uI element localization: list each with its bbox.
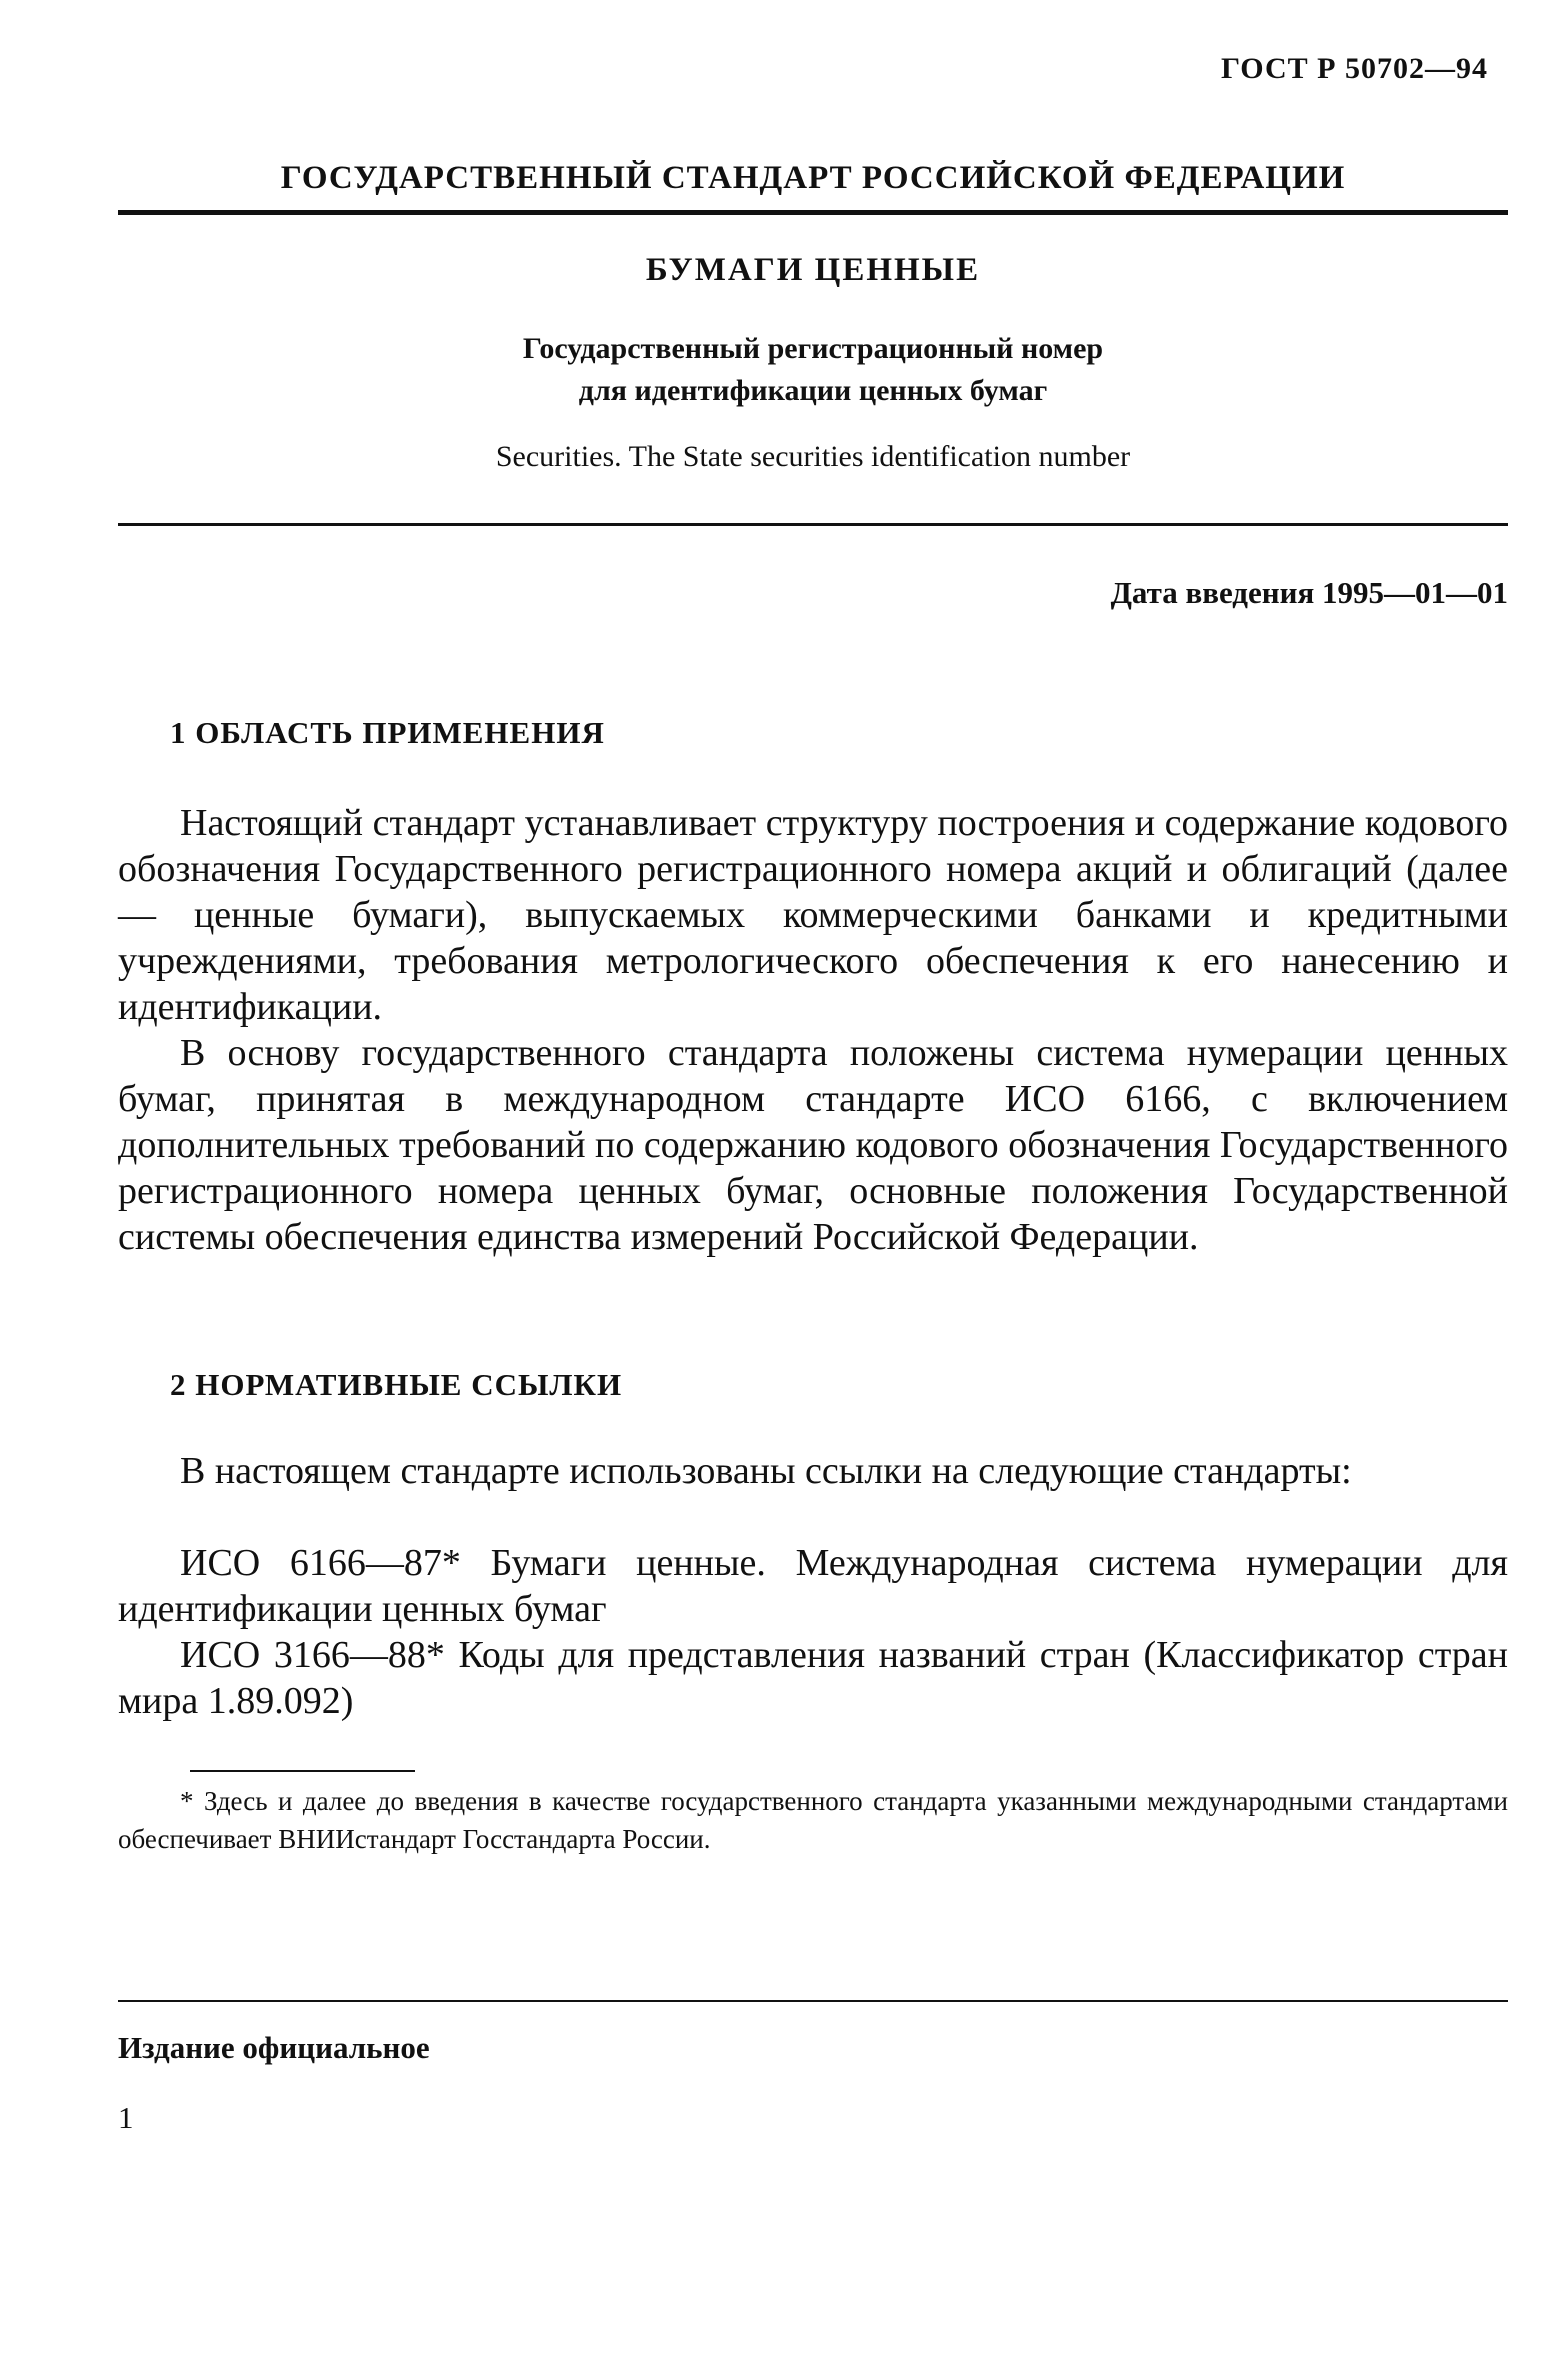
title-divider	[118, 523, 1508, 526]
section-1-heading: 1 ОБЛАСТЬ ПРИМЕНЕНИЯ	[170, 715, 605, 750]
header-divider	[118, 210, 1508, 215]
document-title: БУМАГИ ЦЕННЫЕ	[645, 252, 981, 288]
section-1-paragraph-1: Настоящий стандарт устанавливает структуру построения и содержание кодового обозначения Государственного регистрационного номера акций и облигаций (далее — ценные бумаги), выпускаемых коммерческими банками и кредитными учреждениями, требования метрологического обеспечения к его нанесению и идентификации.	[118, 802, 1508, 1028]
footer-divider	[118, 2000, 1508, 2002]
section-2-paragraph-1: В настоящем стандарте использованы ссылки на следующие стандарты:	[180, 1450, 1352, 1492]
state-standard-title: ГОСУДАРСТВЕННЫЙ СТАНДАРТ РОССИЙСКОЙ ФЕДЕРАЦИИ	[280, 160, 1346, 196]
footnote: * Здесь и далее до введения в качестве государственного стандарта указанными международными стандартами обеспечивает ВНИИстандарт Госстандарта России.	[118, 1786, 1508, 1854]
reference-iso-6166: ИСО 6166—87* Бумаги ценные. Международная система нумерации для идентификации ценных бумаг	[118, 1542, 1508, 1630]
section-1-paragraph-2: В основу государственного стандарта положены система нумерации ценных бумаг, принятая в международном стандарте ИСО 6166, с включением дополнительных требований по содержанию кодового обозначения Государственного регистрационного номера ценных бумаг, основные положения Государственной системы обеспечения единства измерений Российской Федерации.	[118, 1032, 1508, 1258]
document-subtitle	[118, 328, 1508, 412]
footnote-divider	[190, 1770, 415, 1772]
section-2-heading: 2 НОРМАТИВНЫЕ ССЫЛКИ	[170, 1367, 623, 1402]
reference-iso-3166: ИСО 3166—88* Коды для представления названий стран (Классификатор стран мира 1.89.092)	[118, 1634, 1508, 1722]
subtitle-line-2: для идентификации ценных бумаг	[578, 374, 1048, 407]
edition-label: Издание официальное	[118, 2030, 430, 2065]
page-number: 1	[118, 2100, 134, 2135]
subtitle-line-1: Государственный регистрационный номер	[522, 332, 1104, 365]
standard-code: ГОСТ Р 50702—94	[1220, 52, 1488, 85]
english-title: Securities. The State securities identification number	[495, 440, 1131, 473]
introduction-date: Дата введения 1995—01—01	[1110, 575, 1508, 610]
